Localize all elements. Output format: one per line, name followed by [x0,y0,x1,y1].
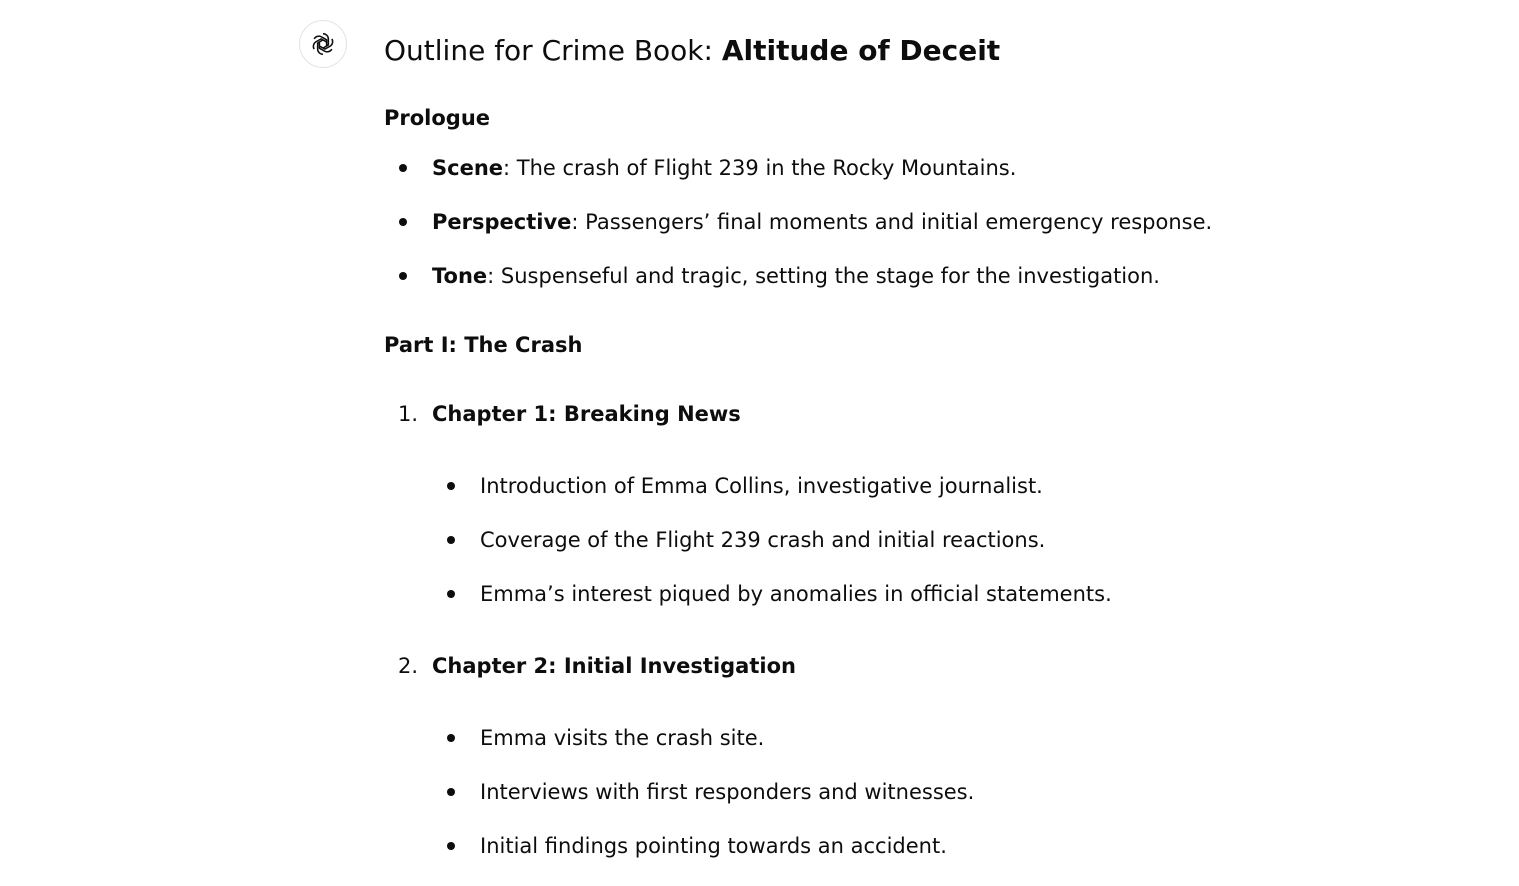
title-prefix: Outline for Crime Book: [384,34,722,67]
item-text: Coverage of the Flight 239 crash and initial reactions. [480,528,1046,552]
item-text: Interviews with first responders and witnesses. [480,780,975,804]
bullet-icon [447,590,455,598]
item-label: Tone [432,264,488,288]
list-item [480,832,947,860]
item-text: Emma visits the crash site. [480,726,765,750]
list-item [432,154,1016,182]
item-label: Perspective [432,210,572,234]
bullet-icon [447,536,455,544]
item-text: : The crash of Flight 239 in the Rocky Mountains. [503,156,1017,180]
chapter-item [398,400,741,428]
prologue-heading: Prologue [384,106,491,130]
bullet-icon [447,482,455,490]
bullet-icon [399,164,407,172]
bullet-icon [399,218,407,226]
assistant-avatar [299,20,347,68]
chapter-title: Chapter 1: Breaking News [432,402,741,426]
chapter-title: Chapter 2: Initial Investigation [432,654,796,678]
bullet-icon [399,272,407,280]
item-label: Scene [432,156,504,180]
list-item [480,580,1112,608]
openai-logo-icon [309,30,337,58]
chapter-item [398,652,796,680]
list-item [480,472,1043,500]
item-text: : Suspenseful and tragic, setting the stage for the investigation. [487,264,1160,288]
item-text: : Passengers’ final moments and initial emergency response. [571,210,1213,234]
list-item [480,778,974,806]
list-item [432,208,1212,236]
list-item [432,262,1160,290]
book-title: Altitude of Deceit [721,34,1001,67]
bullet-icon [447,734,455,742]
bullet-icon [447,788,455,796]
item-text: Introduction of Emma Collins, investigative journalist. [480,474,1043,498]
item-text: Emma’s interest piqued by anomalies in official statements. [480,582,1112,606]
chapter-number: 1. [398,402,419,426]
part1-heading: Part I: The Crash [384,333,583,357]
chapter-number: 2. [398,654,419,678]
outline-title [384,34,1000,68]
list-item [480,526,1045,554]
list-item [480,724,764,752]
bullet-icon [447,842,455,850]
item-text: Initial findings pointing towards an accident. [480,834,947,858]
